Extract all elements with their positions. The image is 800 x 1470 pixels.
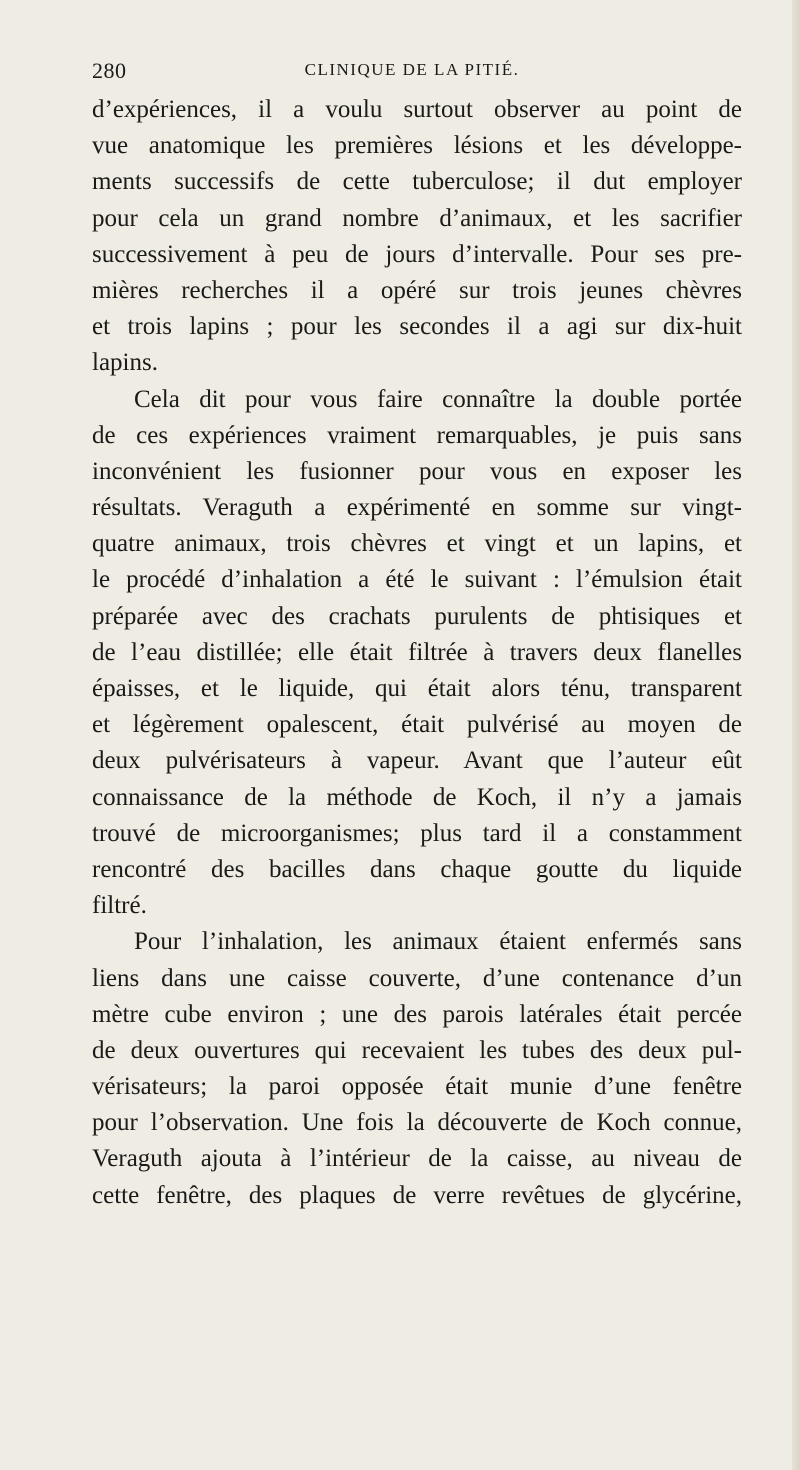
text-line: épaisses, et le liquide, qui était alors ténu, transparent xyxy=(92,675,742,702)
text-line: pour l’observation. Une fois la découverte de Koch connue, xyxy=(92,1109,742,1137)
text-line: d’expériences, il a voulu surtout observer au point de xyxy=(92,96,742,123)
text-line: deux pulvérisateurs à vapeur. Avant que l’auteur eût xyxy=(92,747,742,775)
text-line: résultats. Veraguth a expérimenté en somme sur vingt- xyxy=(92,494,742,522)
text-line: et trois lapins ; pour les secondes il a agi sur dix-huit xyxy=(92,313,742,341)
text-line: mètre cube environ ; une des parois latérales était percée xyxy=(92,1000,742,1028)
text-line: inconvénient les fusionner pour vous en exposer les xyxy=(92,457,742,485)
text-line: préparée avec des crachats purulents de phtisiques et xyxy=(92,602,742,630)
text-line: Cela dit pour vous faire connaître la double portée xyxy=(134,385,742,413)
text-line: et légèrement opalescent, était pulvérisé au moyen de xyxy=(92,711,742,739)
text-line: Pour l’inhalation, les animaux étaient enfermés sans xyxy=(134,928,742,956)
text-line: liens dans une caisse couverte, d’une contenance d’un xyxy=(92,964,742,992)
text-line: pour cela un grand nombre d’animaux, et les sacrifier xyxy=(92,204,742,232)
text-line: mières recherches il a opéré sur trois jeunes chèvres xyxy=(92,276,742,304)
text-line: ments successifs de cette tuberculose; il dut employer xyxy=(92,168,742,196)
running-head: CLINIQUE DE LA PITIÉ. xyxy=(304,60,520,79)
text-line: trouvé de microorganismes; plus tard il a constamment xyxy=(92,819,742,847)
page-number: 280 xyxy=(92,58,127,83)
text-line: de deux ouvertures qui recevaient les tubes des deux pul- xyxy=(92,1036,742,1064)
text-line: filtré. xyxy=(92,892,147,920)
text-line: vérisateurs; la paroi opposée était munie d’une fenêtre xyxy=(92,1073,742,1101)
text-line: quatre animaux, trois chèvres et vingt et un lapins, et xyxy=(92,530,742,558)
text-line: rencontré des bacilles dans chaque goutte du liquide xyxy=(92,855,742,883)
body-text xyxy=(92,92,742,1214)
page-edge-shadow xyxy=(792,0,800,1470)
text-line: de ces expériences vraiment remarquables, je puis sans xyxy=(92,421,742,449)
text-line: de l’eau distillée; elle était filtrée à travers deux flanelles xyxy=(92,638,742,666)
text-line: cette fenêtre, des plaques de verre revêtues de glycérine, xyxy=(92,1181,742,1209)
text-line: lapins. xyxy=(92,349,158,377)
text-line: vue anatomique les premières lésions et les développe- xyxy=(92,132,742,160)
text-line: connaissance de la méthode de Koch, il n’y a jamais xyxy=(92,783,742,811)
text-line: le procédé d’inhalation a été le suivant : l’émulsion était xyxy=(92,566,742,594)
text-line: Veraguth ajouta à l’intérieur de la caisse, au niveau de xyxy=(92,1145,742,1173)
page-header xyxy=(92,58,732,88)
text-line: successivement à peu de jours d’intervalle. Pour ses pre- xyxy=(92,240,742,268)
